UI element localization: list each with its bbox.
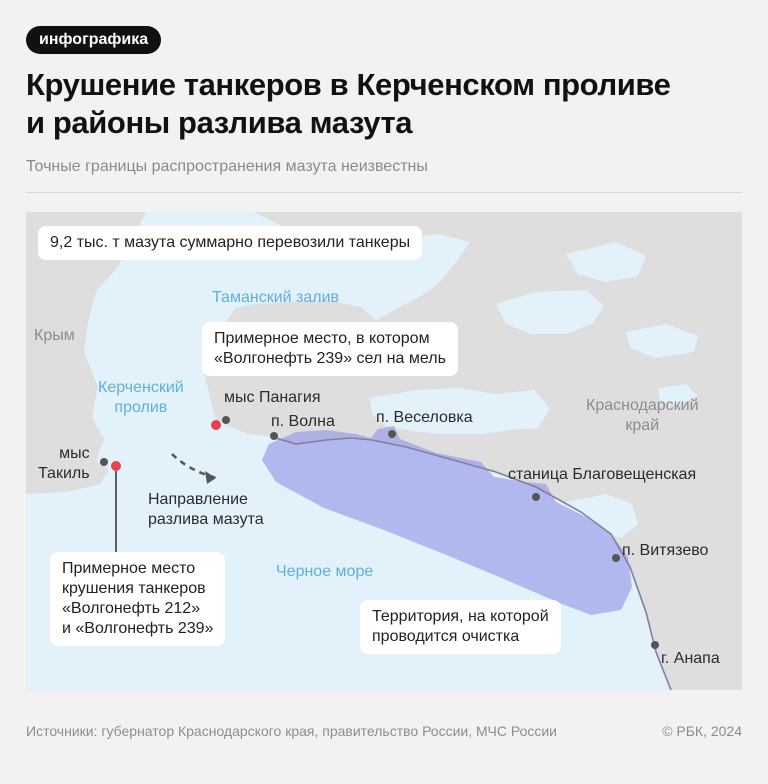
black-sea-label: Черное море <box>276 563 374 580</box>
blagoveshchenskaya-label: станица Благовещенская <box>508 466 697 483</box>
wreck-line-4: и «Волгонефть 239» <box>62 620 214 637</box>
taman-bay-label: Таманский залив <box>212 289 340 306</box>
cape-panagia-label: мыс Панагия <box>224 389 321 406</box>
cape-takil-label <box>38 444 90 484</box>
kerch-strait-label <box>98 378 184 418</box>
subtitle: Точные границы распространения мазута неизвестны <box>26 158 428 175</box>
cleanup-line-2: проводится очистка <box>372 628 520 645</box>
cape-takil-line-1: мыс <box>59 445 90 462</box>
krasnodar-line-2: край <box>625 417 660 434</box>
volna-label: п. Волна <box>271 413 335 430</box>
aground-line-2: «Волгонефть 239» сел на мель <box>214 350 446 367</box>
veselovka-label: п. Веселовка <box>376 409 473 426</box>
wreck-line-3: «Волгонефть 212» <box>62 600 201 617</box>
cape-takil-line-2: Такиль <box>38 465 90 482</box>
aground-line-1: Примерное место, в котором <box>214 330 430 347</box>
wreck-callout <box>50 552 225 646</box>
cleanup-line-1: Территория, на которой <box>372 608 549 625</box>
place-marker-vityazevo <box>612 554 620 562</box>
wreck-line-2: крушения танкеров <box>62 580 206 597</box>
place-marker-veselovka <box>388 430 396 438</box>
place-marker-takil <box>100 458 108 466</box>
kerch-strait-line-1: Керченский <box>98 379 184 396</box>
title-line-1: Крушение танкеров в Керченском проливе <box>26 67 671 102</box>
copyright: © РБК, 2024 <box>662 723 742 739</box>
wreck-marker-panagia <box>211 420 221 430</box>
anapa-label: г. Анапа <box>661 650 720 667</box>
title-line-2: и районы разлива мазута <box>26 105 413 140</box>
spill-direction-label <box>148 490 264 530</box>
aground-callout <box>202 322 458 376</box>
vityazevo-label: п. Витязево <box>622 542 709 559</box>
tonnage-info-box: 9,2 тыс. т мазута суммарно перевозили танкеры <box>38 226 422 260</box>
divider <box>26 192 742 193</box>
infographic-badge: инфографика <box>26 26 161 54</box>
krasnodar-label <box>586 396 699 436</box>
kerch-strait-line-2: пролив <box>114 399 168 416</box>
wreck-line-1: Примерное место <box>62 560 196 577</box>
page-title <box>26 66 746 142</box>
place-marker-blagoveshchenskaya <box>532 493 540 501</box>
krasnodar-line-1: Краснодарский <box>586 397 699 414</box>
cleanup-zone-label <box>360 600 561 654</box>
map <box>26 212 742 690</box>
spill-direction-line-2: разлива мазута <box>148 511 264 528</box>
place-marker-panagia <box>222 416 230 424</box>
crimea-label: Крым <box>34 327 75 344</box>
wreck-marker-takil <box>111 461 121 471</box>
sources-note: Источники: губернатор Краснодарского края, правительство России, МЧС России <box>26 723 558 739</box>
spill-direction-line-1: Направление <box>148 491 248 508</box>
place-marker-volna <box>270 432 278 440</box>
place-marker-anapa <box>651 641 659 649</box>
